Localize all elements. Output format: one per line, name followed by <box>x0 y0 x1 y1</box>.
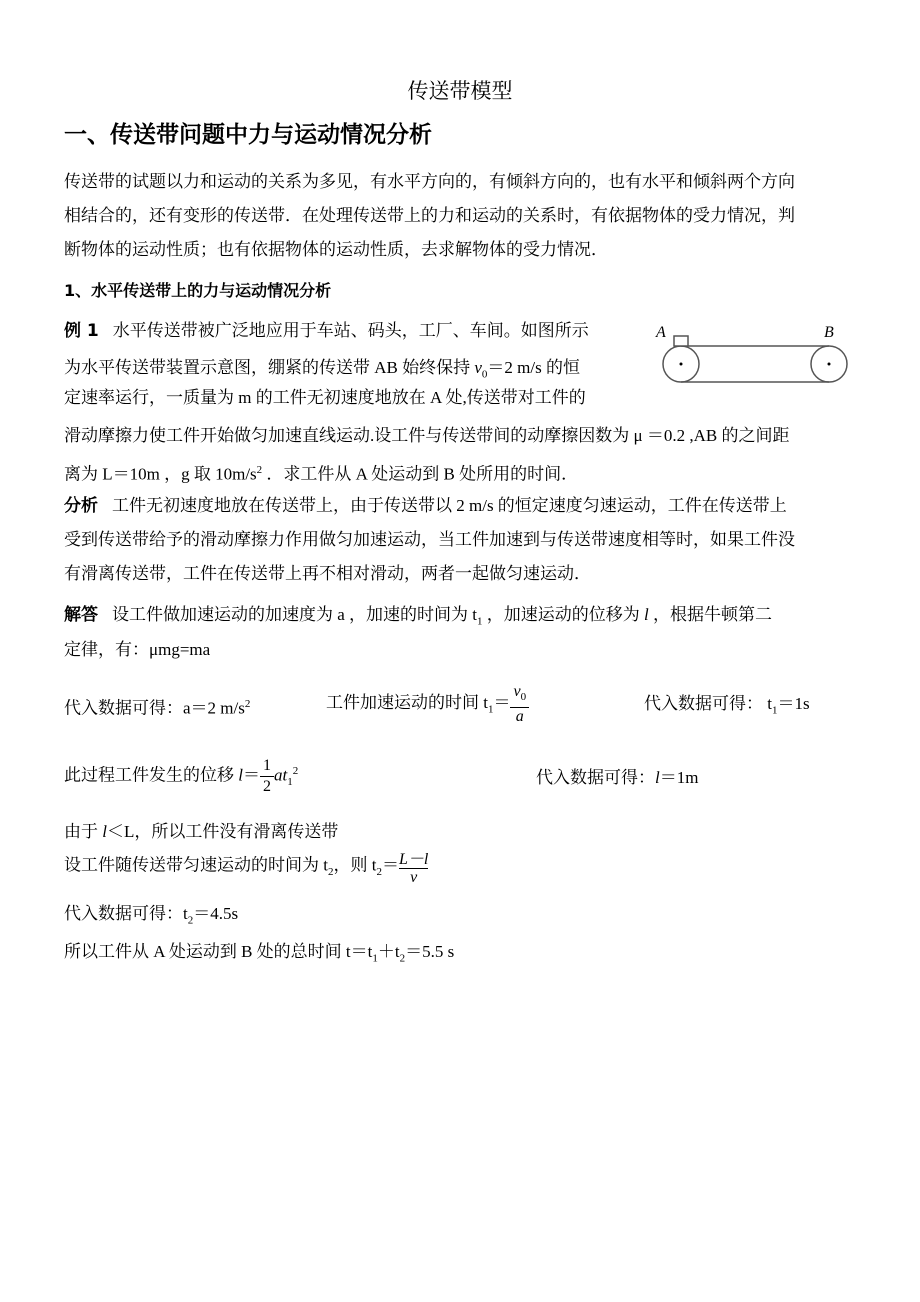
section-heading: 一、传送带问题中力与运动情况分析 <box>64 122 432 148</box>
example-line <box>64 357 580 385</box>
numerator: L－l <box>398 851 429 868</box>
fraction <box>510 682 529 726</box>
text: ，根据牛顿第二 <box>648 605 773 624</box>
sub: 2 <box>376 865 382 878</box>
text: ＝1s <box>777 694 810 713</box>
analysis-label: 分析 <box>64 496 98 516</box>
denominator: 2 <box>262 778 271 795</box>
text: 工件加速运动的时间 t <box>326 693 488 712</box>
text: 此过程工件发生的位移 <box>64 765 239 785</box>
solution-line <box>644 693 810 721</box>
text: 工件无初速度地放在传送带上，由于传送带以 2 m/s 的恒定速度匀速运动，工件在传送带上 <box>112 496 787 515</box>
analysis-line: 有滑离传送带，工件在传送带上再不相对滑动，两者一起做匀速运动． <box>64 564 591 583</box>
text: 为水平传送带装置示意图，绷紧的传送带 AB 始终保持 <box>64 358 475 377</box>
label-b: B <box>824 324 834 341</box>
var: v <box>474 358 482 377</box>
text: ＋t <box>377 942 400 961</box>
sub: 2 <box>399 952 406 965</box>
intro-line: 断物体的运动性质；也有依据物体的运动性质，去求解物体的受力情况． <box>64 240 608 259</box>
numerator: 1 <box>260 756 274 777</box>
var: l <box>655 768 660 787</box>
var: l <box>644 605 649 624</box>
text: ＝4.5s <box>193 904 239 923</box>
text: 设工件随传送带匀速运动的时间为 t <box>64 855 328 875</box>
subsection-heading: 1、水平传送带上的力与运动情况分析 <box>64 281 332 300</box>
text: 所以工件从 A 处运动到 B 处的总时间 t＝t <box>64 942 373 961</box>
text: ＝ <box>493 693 511 712</box>
fraction <box>260 756 274 797</box>
text: 代入数据可得：a＝2 m/s <box>64 698 245 718</box>
formula-t2 <box>64 846 428 887</box>
example-line: 滑动摩擦力使工件开始做匀加速直线运动.设工件与传送带间的动摩擦因数为 μ ＝0.2 ,AB 的之间距 <box>64 426 790 445</box>
text: 离为 L＝10m ，g 取 10m/s <box>64 464 257 484</box>
denominator: v <box>410 869 418 886</box>
solution-line <box>64 693 250 720</box>
sub: 0 <box>481 368 488 381</box>
sub: 0 <box>520 691 527 704</box>
intro-line: 传送带的试题以力和运动的关系为多见，有水平方向的，有倾斜方向的，也有水平和倾斜两个方向 <box>64 172 795 191</box>
solution-line <box>64 903 238 931</box>
sub: 1 <box>287 775 293 788</box>
denominator: a <box>515 708 524 726</box>
text: ＝ <box>242 765 260 785</box>
conveyor-figure <box>652 322 852 386</box>
example-line <box>64 459 578 486</box>
solution-line: 定律，有：μmg=ma <box>64 640 211 659</box>
workpiece <box>674 336 688 346</box>
numerator: v <box>513 683 521 700</box>
sub: 2 <box>327 865 334 878</box>
text: 代入数据可得： t <box>644 694 772 713</box>
text: 水平传送带被广泛地应用于车站、码头，工厂、车间。如图所示 <box>112 321 589 340</box>
solution-line <box>64 604 772 632</box>
text: 由于 <box>64 822 103 841</box>
text: ＝ <box>381 855 399 875</box>
text: 代入数据可得： <box>536 768 655 787</box>
solution-label: 解答 <box>64 605 98 625</box>
sup: 2 <box>244 698 251 710</box>
sub: 2 <box>187 914 194 927</box>
fraction <box>399 846 428 887</box>
var: l <box>102 822 107 841</box>
example-label: 例 1 <box>64 321 99 341</box>
text: ．求工件从 A 处运动到 B 处所用的时间． <box>262 464 579 484</box>
analysis-line <box>64 495 787 517</box>
solution-line <box>536 767 698 789</box>
intro-line: 相结合的，还有变形的传送带．在处理传送带上的力和运动的关系时，有依据物体的受力情况，判 <box>64 206 795 225</box>
page-title: 传送带模型 <box>407 79 513 103</box>
text: 设工件做加速运动的加速度为 a ，加速的时间为 t <box>112 605 478 624</box>
text: ，加速运动的位移为 <box>482 605 645 624</box>
text: 代入数据可得：t <box>64 904 188 923</box>
sub: 1 <box>372 952 378 965</box>
solution-line <box>64 821 338 843</box>
sup: 2 <box>292 764 299 777</box>
sub: 1 <box>477 615 483 628</box>
sub: 1 <box>487 703 494 716</box>
text: ＝1m <box>659 768 699 787</box>
var: l <box>238 765 243 785</box>
conveyor-diagram <box>652 322 852 386</box>
formula-displacement <box>64 756 298 797</box>
example-line: 定速率运行，一质量为 m 的工件无初速度地放在 A 处,传送带对工件的 <box>64 388 586 407</box>
label-a: A <box>656 324 666 341</box>
analysis-line: 受到传送带给予的滑动摩擦力作用做匀加速运动，当工件加速到与传送带速度相等时，如果工件没 <box>64 530 795 549</box>
sub: 1 <box>771 704 778 717</box>
example-line <box>64 320 589 342</box>
sup: 2 <box>256 464 263 476</box>
text: ，则 t <box>333 855 377 875</box>
text: ＜L，所以工件没有滑离传送带 <box>106 822 339 841</box>
text: ＝5.5 s <box>405 942 455 961</box>
solution-line <box>64 941 454 969</box>
formula-t1 <box>326 682 529 726</box>
var: at <box>273 765 288 785</box>
text: ＝2 m/s 的恒 <box>487 358 580 377</box>
